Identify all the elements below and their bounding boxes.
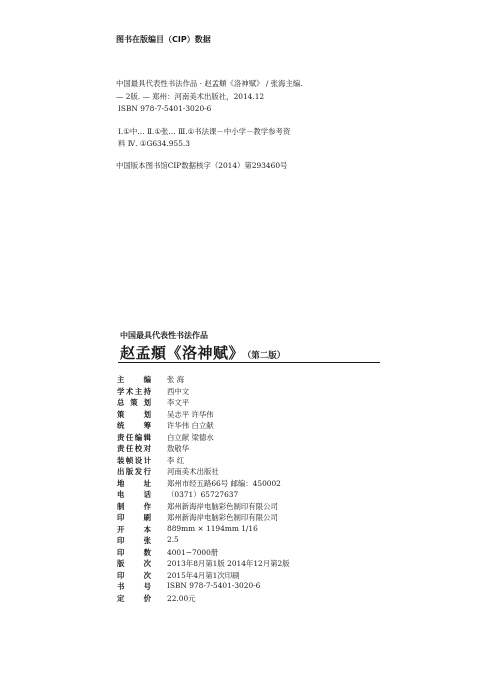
cip-title: 图书在版编目（CIP）数据 [116, 35, 211, 44]
credit-label: 制作 [117, 501, 151, 511]
title-divider [118, 362, 380, 363]
credit-value: 郑州新海岸电脑彩色制印有限公司 [167, 501, 278, 511]
cip-line: 料 Ⅳ. ①G634.955.3 [118, 139, 190, 148]
credit-value: 2.5 [167, 535, 179, 544]
credit-value: 889mm × 1194mm 1/16 [167, 523, 258, 533]
credit-label: 印刷 [117, 513, 151, 522]
credit-label: 总策划 [117, 398, 151, 407]
credit-label: 主编 [117, 375, 151, 384]
credit-label: 印次 [117, 570, 151, 580]
credit-value: 2013年8月第1版 2014年12月第2版 [167, 559, 290, 568]
credit-label: 版次 [117, 559, 151, 568]
credit-label: 印张 [117, 536, 151, 545]
credit-label: 书号 [117, 582, 151, 591]
credit-label: 出版发行 [117, 467, 151, 476]
cip-line: ISBN 978-7-5401-3020-6 [118, 104, 212, 113]
credit-label: 责任编辑 [117, 432, 151, 442]
cip-line: 中国版本图书馆CIP数据核字（2014）第293460号 [116, 161, 288, 170]
credit-label: 印数 [117, 547, 151, 557]
credit-label: 开本 [117, 524, 151, 534]
credit-value: 李文平 [167, 398, 190, 407]
book-title: 赵孟頫《洛神赋》 [120, 344, 245, 362]
cip-line: Ⅰ.①中… Ⅱ.①张… Ⅲ.①书法课－中小学－教学参考资 [118, 127, 291, 136]
credit-value: ISBN 978-7-5401-3020-6 [167, 581, 261, 590]
credit-value: （0371）65727637 [167, 490, 239, 499]
credit-value: 李 红 [167, 455, 185, 465]
credit-value: 2015年4月第1次印刷 [167, 570, 240, 580]
credit-label: 地址 [117, 478, 151, 488]
credit-value: 4001−7000册 [167, 547, 219, 557]
book-title-line [120, 342, 285, 363]
credit-label: 电话 [117, 490, 151, 499]
edition-label: （第二版） [247, 351, 286, 361]
credit-value: 河南美术出版社 [167, 467, 219, 476]
credit-label: 学术主持 [117, 386, 151, 396]
cip-line: — 2版. — 郑州：河南美术出版社，2014.12 [116, 92, 265, 101]
credit-label: 装帧设计 [117, 455, 151, 465]
series-title: 中国最具代表性书法作品 [120, 331, 208, 340]
credit-value: 西中文 [167, 386, 190, 396]
credit-value: 张 海 [167, 375, 185, 384]
credit-value: 白立献 梁德水 [167, 432, 214, 442]
credit-value: 吴志平 许华伟 [167, 409, 214, 419]
credit-label: 统筹 [117, 421, 151, 430]
credit-value: 敖敬华 [167, 444, 190, 453]
credit-value: 郑州新海岸电脑彩色制印有限公司 [167, 513, 278, 522]
credit-label: 策划 [117, 409, 151, 419]
cip-line: 中国最具代表性书法作品 · 赵孟頫《洛神赋》 / 张海主编. [116, 79, 303, 88]
credit-label: 定价 [117, 593, 151, 603]
credit-value: 郑州市经五路66号 邮编：450002 [167, 478, 281, 488]
credit-value: 许华伟 白立献 [167, 421, 214, 430]
credit-label: 责任校对 [117, 444, 151, 453]
credit-value: 22.00元 [167, 593, 196, 603]
